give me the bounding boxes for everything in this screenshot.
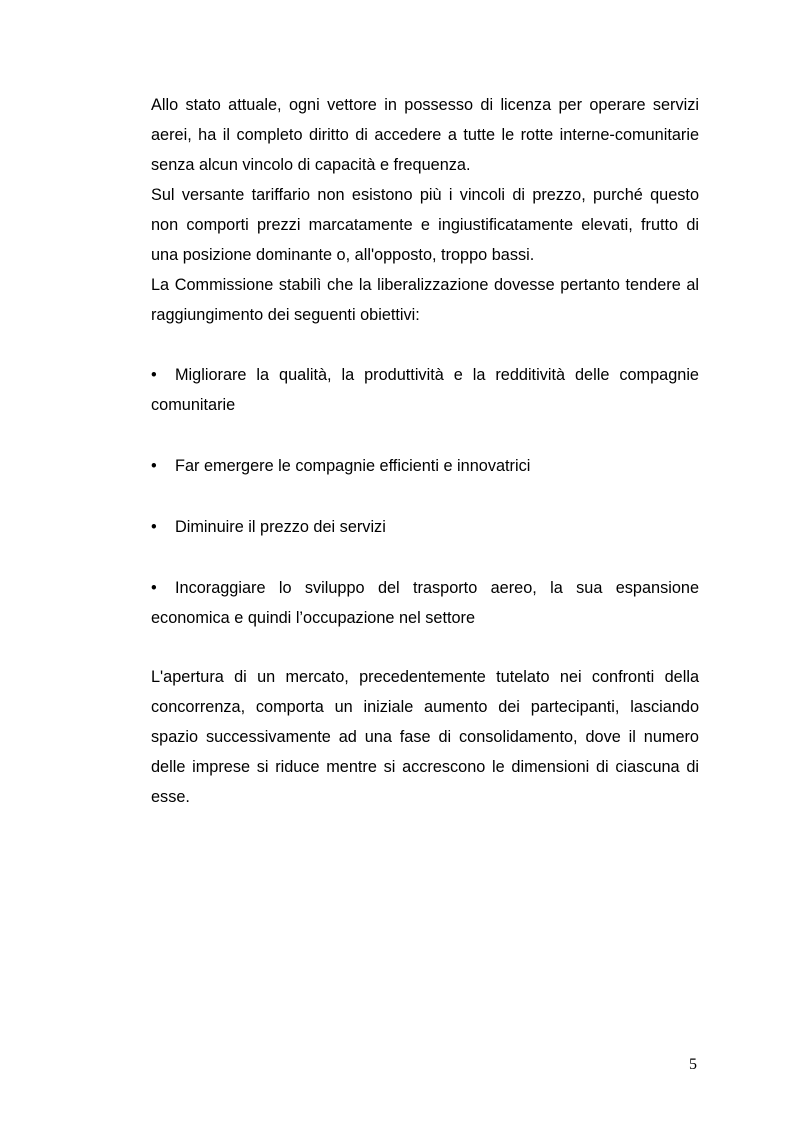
- list-item: [151, 360, 699, 420]
- objectives-list: [151, 360, 699, 664]
- list-item-text: Incoraggiare lo sviluppo del trasporto aereo, la sua espansione economica e quindi l’occupazione nel settore: [151, 579, 699, 627]
- list-item: [151, 451, 699, 481]
- paragraph-licenza: Allo stato attuale, ogni vettore in possesso di licenza per operare servizi aerei, ha il completo diritto di accedere a tutte le rotte interne-comunitarie senza alcun vincolo di capacità e frequenza.: [151, 96, 699, 174]
- list-item: [151, 573, 699, 633]
- paragraph-tariffe: Sul versante tariffario non esistono più i vincoli di prezzo, purché questo non comporti prezzi marcatamente e ingiustificatamente elevati, frutto di una posizione dominante o, all'opposto, troppo bassi.: [151, 186, 699, 264]
- bullet-icon: •: [151, 518, 157, 536]
- list-item-text: Far emergere le compagnie efficienti e innovatrici: [175, 457, 531, 475]
- list-item-text: Diminuire il prezzo dei servizi: [175, 518, 386, 536]
- paragraph-mercato: L'apertura di un mercato, precedentemente tutelato nei confronti della concorrenza, comporta un iniziale aumento dei partecipanti, lasciando spazio successivamente ad una fase di consolidamento, dove il numero delle imprese si riduce mentre si accrescono le dimensioni di ciascuna di esse.: [151, 668, 699, 806]
- paragraph-commissione: La Commissione stabilì che la liberalizzazione dovesse pertanto tendere al raggiungimento dei seguenti obiettivi:: [151, 276, 699, 324]
- bullet-icon: •: [151, 366, 157, 384]
- list-item: [151, 512, 699, 542]
- intro-section: [151, 90, 699, 330]
- bullet-icon: •: [151, 579, 157, 597]
- bullet-icon: •: [151, 457, 157, 475]
- list-item-text: Migliorare la qualità, la produttività e la redditività delle compagnie comunitarie: [151, 366, 699, 414]
- page-number: 5: [689, 1056, 697, 1073]
- closing-section: [151, 662, 699, 812]
